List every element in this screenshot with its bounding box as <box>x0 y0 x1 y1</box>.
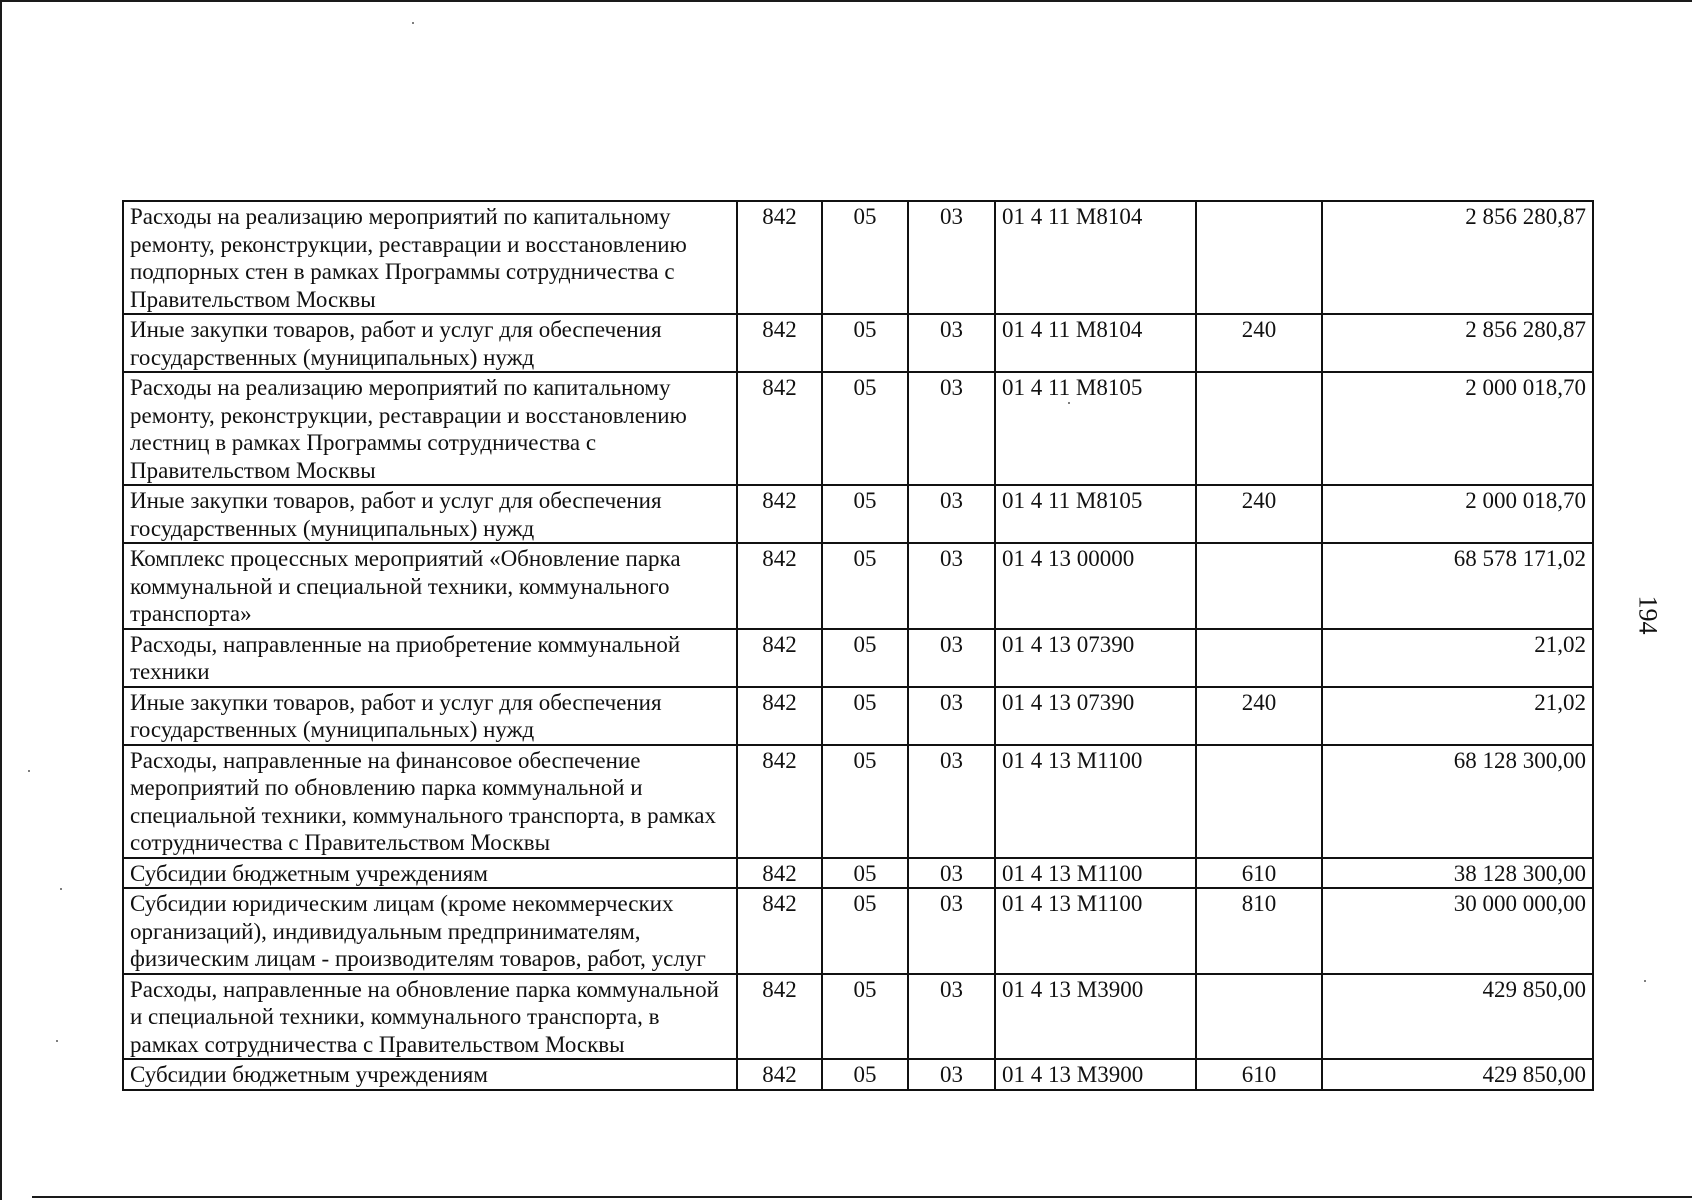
section-code-cell: 05 <box>822 372 908 485</box>
section-code-cell: 05 <box>822 858 908 889</box>
subsection-code-cell: 03 <box>908 485 995 543</box>
subsection-code-cell: 03 <box>908 372 995 485</box>
expense-type-cell: 610 <box>1196 1059 1322 1090</box>
ministry-code-cell: 842 <box>737 888 822 974</box>
section-code-cell: 05 <box>822 974 908 1060</box>
ministry-code-cell: 842 <box>737 543 822 629</box>
expense-type-cell: 240 <box>1196 687 1322 745</box>
target-article-cell: 01 4 13 07390 <box>995 687 1196 745</box>
expense-type-cell <box>1196 745 1322 858</box>
description-cell: Иные закупки товаров, работ и услуг для обеспечения государственных (муниципальных) нужд <box>123 314 737 372</box>
description-cell: Расходы, направленные на финансовое обеспечение мероприятий по обновлению парка коммунальной и специальной техники, коммунального транспорта, в рамках сотрудничества с Правительством Москвы <box>123 745 737 858</box>
subsection-code-cell: 03 <box>908 629 995 687</box>
scan-speck <box>1644 980 1646 982</box>
target-article-cell: 01 4 11 M8104 <box>995 314 1196 372</box>
target-article-cell: 01 4 13 M1100 <box>995 858 1196 889</box>
expense-type-cell: 240 <box>1196 485 1322 543</box>
scan-speck <box>60 888 62 890</box>
description-cell: Комплекс процессных мероприятий «Обновление парка коммунальной и специальной техники, коммунального транспорта» <box>123 543 737 629</box>
expense-type-cell <box>1196 372 1322 485</box>
ministry-code-cell: 842 <box>737 1059 822 1090</box>
subsection-code-cell: 03 <box>908 314 995 372</box>
target-article-cell: 01 4 13 M3900 <box>995 1059 1196 1090</box>
target-article-cell: 01 4 11 M8105 <box>995 372 1196 485</box>
scan-top-edge <box>0 0 1692 2</box>
page-number: 194 <box>1633 595 1663 635</box>
section-code-cell: 05 <box>822 888 908 974</box>
description-cell: Иные закупки товаров, работ и услуг для обеспечения государственных (муниципальных) нужд <box>123 687 737 745</box>
ministry-code-cell: 842 <box>737 687 822 745</box>
amount-cell: 2 856 280,87 <box>1322 314 1593 372</box>
section-code-cell: 05 <box>822 1059 908 1090</box>
scan-left-edge <box>0 0 2 1200</box>
amount-cell: 21,02 <box>1322 687 1593 745</box>
target-article-cell: 01 4 13 07390 <box>995 629 1196 687</box>
table-row <box>123 485 1593 543</box>
amount-cell: 2 856 280,87 <box>1322 201 1593 314</box>
table-row <box>123 372 1593 485</box>
expense-type-cell: 810 <box>1196 888 1322 974</box>
scan-speck <box>28 770 30 772</box>
subsection-code-cell: 03 <box>908 543 995 629</box>
expense-type-cell: 240 <box>1196 314 1322 372</box>
target-article-cell: 01 4 11 M8105 <box>995 485 1196 543</box>
ministry-code-cell: 842 <box>737 314 822 372</box>
ministry-code-cell: 842 <box>737 485 822 543</box>
expense-type-cell <box>1196 974 1322 1060</box>
section-code-cell: 05 <box>822 201 908 314</box>
subsection-code-cell: 03 <box>908 687 995 745</box>
description-cell: Расходы на реализацию мероприятий по капитальному ремонту, реконструкции, реставрации и восстановлению подпорных стен в рамках Программы сотрудничества с Правительством Москвы <box>123 201 737 314</box>
section-code-cell: 05 <box>822 745 908 858</box>
scan-speck <box>412 22 414 24</box>
amount-cell: 68 128 300,00 <box>1322 745 1593 858</box>
description-cell: Иные закупки товаров, работ и услуг для обеспечения государственных (муниципальных) нужд <box>123 485 737 543</box>
description-cell: Расходы, направленные на обновление парка коммунальной и специальной техники, коммунального транспорта, в рамках сотрудничества с Правительством Москвы <box>123 974 737 1060</box>
expense-type-cell <box>1196 201 1322 314</box>
budget-table-body <box>123 201 1593 1090</box>
section-code-cell: 05 <box>822 629 908 687</box>
table-row <box>123 314 1593 372</box>
ministry-code-cell: 842 <box>737 858 822 889</box>
ministry-code-cell: 842 <box>737 201 822 314</box>
description-cell: Субсидии юридическим лицам (кроме некоммерческих организаций), индивидуальным предпринимателям, физическим лицам - производителям товаров, работ, услуг <box>123 888 737 974</box>
budget-table <box>122 200 1594 1091</box>
table-row <box>123 974 1593 1060</box>
target-article-cell: 01 4 13 00000 <box>995 543 1196 629</box>
amount-cell: 2 000 018,70 <box>1322 485 1593 543</box>
subsection-code-cell: 03 <box>908 858 995 889</box>
subsection-code-cell: 03 <box>908 201 995 314</box>
amount-cell: 2 000 018,70 <box>1322 372 1593 485</box>
amount-cell: 21,02 <box>1322 629 1593 687</box>
scan-bottom-edge <box>32 1196 1692 1198</box>
ministry-code-cell: 842 <box>737 745 822 858</box>
expense-type-cell <box>1196 629 1322 687</box>
subsection-code-cell: 03 <box>908 888 995 974</box>
scan-speck <box>56 1040 58 1042</box>
section-code-cell: 05 <box>822 687 908 745</box>
target-article-cell: 01 4 13 M3900 <box>995 974 1196 1060</box>
section-code-cell: 05 <box>822 314 908 372</box>
table-row <box>123 888 1593 974</box>
amount-cell: 429 850,00 <box>1322 974 1593 1060</box>
table-row <box>123 687 1593 745</box>
table-row <box>123 858 1593 889</box>
table-row <box>123 1059 1593 1090</box>
description-cell: Субсидии бюджетным учреждениям <box>123 1059 737 1090</box>
section-code-cell: 05 <box>822 485 908 543</box>
target-article-cell: 01 4 13 M1100 <box>995 745 1196 858</box>
table-row <box>123 543 1593 629</box>
amount-cell: 38 128 300,00 <box>1322 858 1593 889</box>
ministry-code-cell: 842 <box>737 974 822 1060</box>
subsection-code-cell: 03 <box>908 1059 995 1090</box>
amount-cell: 30 000 000,00 <box>1322 888 1593 974</box>
description-cell: Расходы на реализацию мероприятий по капитальному ремонту, реконструкции, реставрации и восстановлению лестниц в рамках Программы сотрудничества с Правительством Москвы <box>123 372 737 485</box>
section-code-cell: 05 <box>822 543 908 629</box>
description-cell: Расходы, направленные на приобретение коммунальной техники <box>123 629 737 687</box>
expense-type-cell: 610 <box>1196 858 1322 889</box>
ministry-code-cell: 842 <box>737 372 822 485</box>
amount-cell: 68 578 171,02 <box>1322 543 1593 629</box>
amount-cell: 429 850,00 <box>1322 1059 1593 1090</box>
table-row <box>123 201 1593 314</box>
table-row <box>123 629 1593 687</box>
subsection-code-cell: 03 <box>908 974 995 1060</box>
expense-type-cell <box>1196 543 1322 629</box>
table-row <box>123 745 1593 858</box>
subsection-code-cell: 03 <box>908 745 995 858</box>
target-article-cell: 01 4 11 M8104 <box>995 201 1196 314</box>
description-cell: Субсидии бюджетным учреждениям <box>123 858 737 889</box>
ministry-code-cell: 842 <box>737 629 822 687</box>
target-article-cell: 01 4 13 M1100 <box>995 888 1196 974</box>
